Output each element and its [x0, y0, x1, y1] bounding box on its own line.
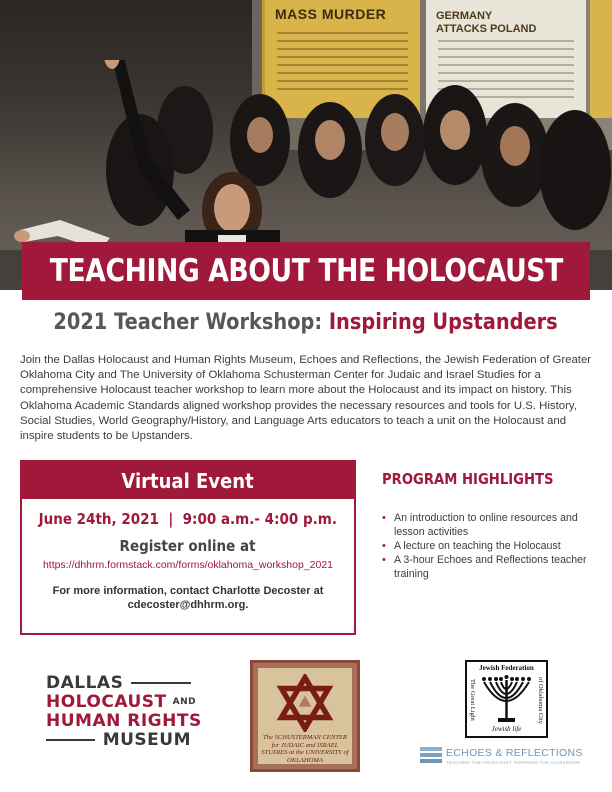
jewish-federation-logo [465, 660, 548, 738]
page-title: TEACHING ABOUT THE HOLOCAUST [49, 253, 563, 289]
title-banner [22, 242, 590, 300]
logo-text: HOLOCAUST [46, 691, 167, 712]
logo-text: HUMAN RIGHTS [46, 710, 202, 731]
register-label [22, 537, 354, 555]
event-heading: Virtual Event [121, 468, 255, 493]
logo-text: Jewish life [491, 725, 522, 733]
logo-text: of Oklahoma City [537, 676, 544, 724]
schusterman-text: The SCHUSTERMAN CENTER for JUDAIC and ISRAEL STUDIES at the UNIVERSITY of OKLAHOMA [261, 734, 349, 764]
exhibit-panel-title: MASS MURDER [275, 6, 387, 22]
subtitle-highlight: Inspiring Upstanders [329, 310, 559, 335]
event-heading-bar [22, 462, 354, 499]
dallas-museum-logo [46, 672, 202, 750]
subtitle-prefix: 2021 Teacher Workshop: [53, 310, 330, 335]
logo-text: Jewish Federation [479, 664, 534, 672]
registration-link[interactable]: https://dhhrm.formstack.com/forms/oklahoma_workshop_2021 [42, 559, 334, 571]
highlights-title: PROGRAM HIGHLIGHTS [382, 470, 554, 488]
echoes-tagline: TEACHING THE HOLOCAUST. INSPIRING THE CLASSROOM. [446, 760, 582, 765]
logo-text: The Great Light [469, 679, 476, 721]
star-of-david-icon [273, 674, 337, 732]
echoes-name: ECHOES & REFLECTIONS [446, 747, 583, 759]
program-highlights [382, 470, 597, 581]
contact-info: For more information, contact Charlotte Decoster at cdecoster@dhhrm.org. [52, 585, 324, 611]
schusterman-center-logo [250, 660, 360, 772]
virtual-event-box [20, 460, 356, 635]
echoes-stack-icon [420, 746, 442, 766]
logo-text: DALLAS [46, 672, 124, 693]
list-item: • A 3-hour Echoes and Reflections teacher training [382, 553, 597, 581]
intro-paragraph: Join the Dallas Holocaust and Human Rights Museum, Echoes and Reflections, the Jewish Federation of Greater Oklahoma City and The University of Oklahoma Schusterman Center for Judaic and Israel Studies for a comprehensive Holocaust teacher workshop to learn more about the Holocaust and its impact on history. This Oklahoma Academic Standards aligned workshop provides the necessary resources and tools for U.S. History, Social Studies, World Geography/History, and Language Arts educators to teach a unit on the Holocaust and inspire students to be Upstanders. [20, 354, 592, 443]
exhibit-panel-title: GERMANY ATTACKS POLAND [436, 10, 537, 35]
logo-text: MUSEUM [102, 729, 191, 750]
echoes-reflections-logo [420, 746, 583, 768]
register-label-text: Register online at [119, 537, 257, 555]
logo-text: AND [172, 696, 197, 707]
event-date-time [22, 510, 354, 528]
list-item: • An introduction to online resources and lesson activities [382, 511, 597, 539]
list-item: • A lecture on teaching the Holocaust [382, 539, 597, 553]
event-date-text: June 24th, 2021 | 9:00 a.m.- 4:00 p.m. [38, 510, 338, 528]
workshop-subtitle [0, 310, 612, 335]
menorah-icon [480, 674, 533, 726]
highlights-list [382, 511, 597, 581]
